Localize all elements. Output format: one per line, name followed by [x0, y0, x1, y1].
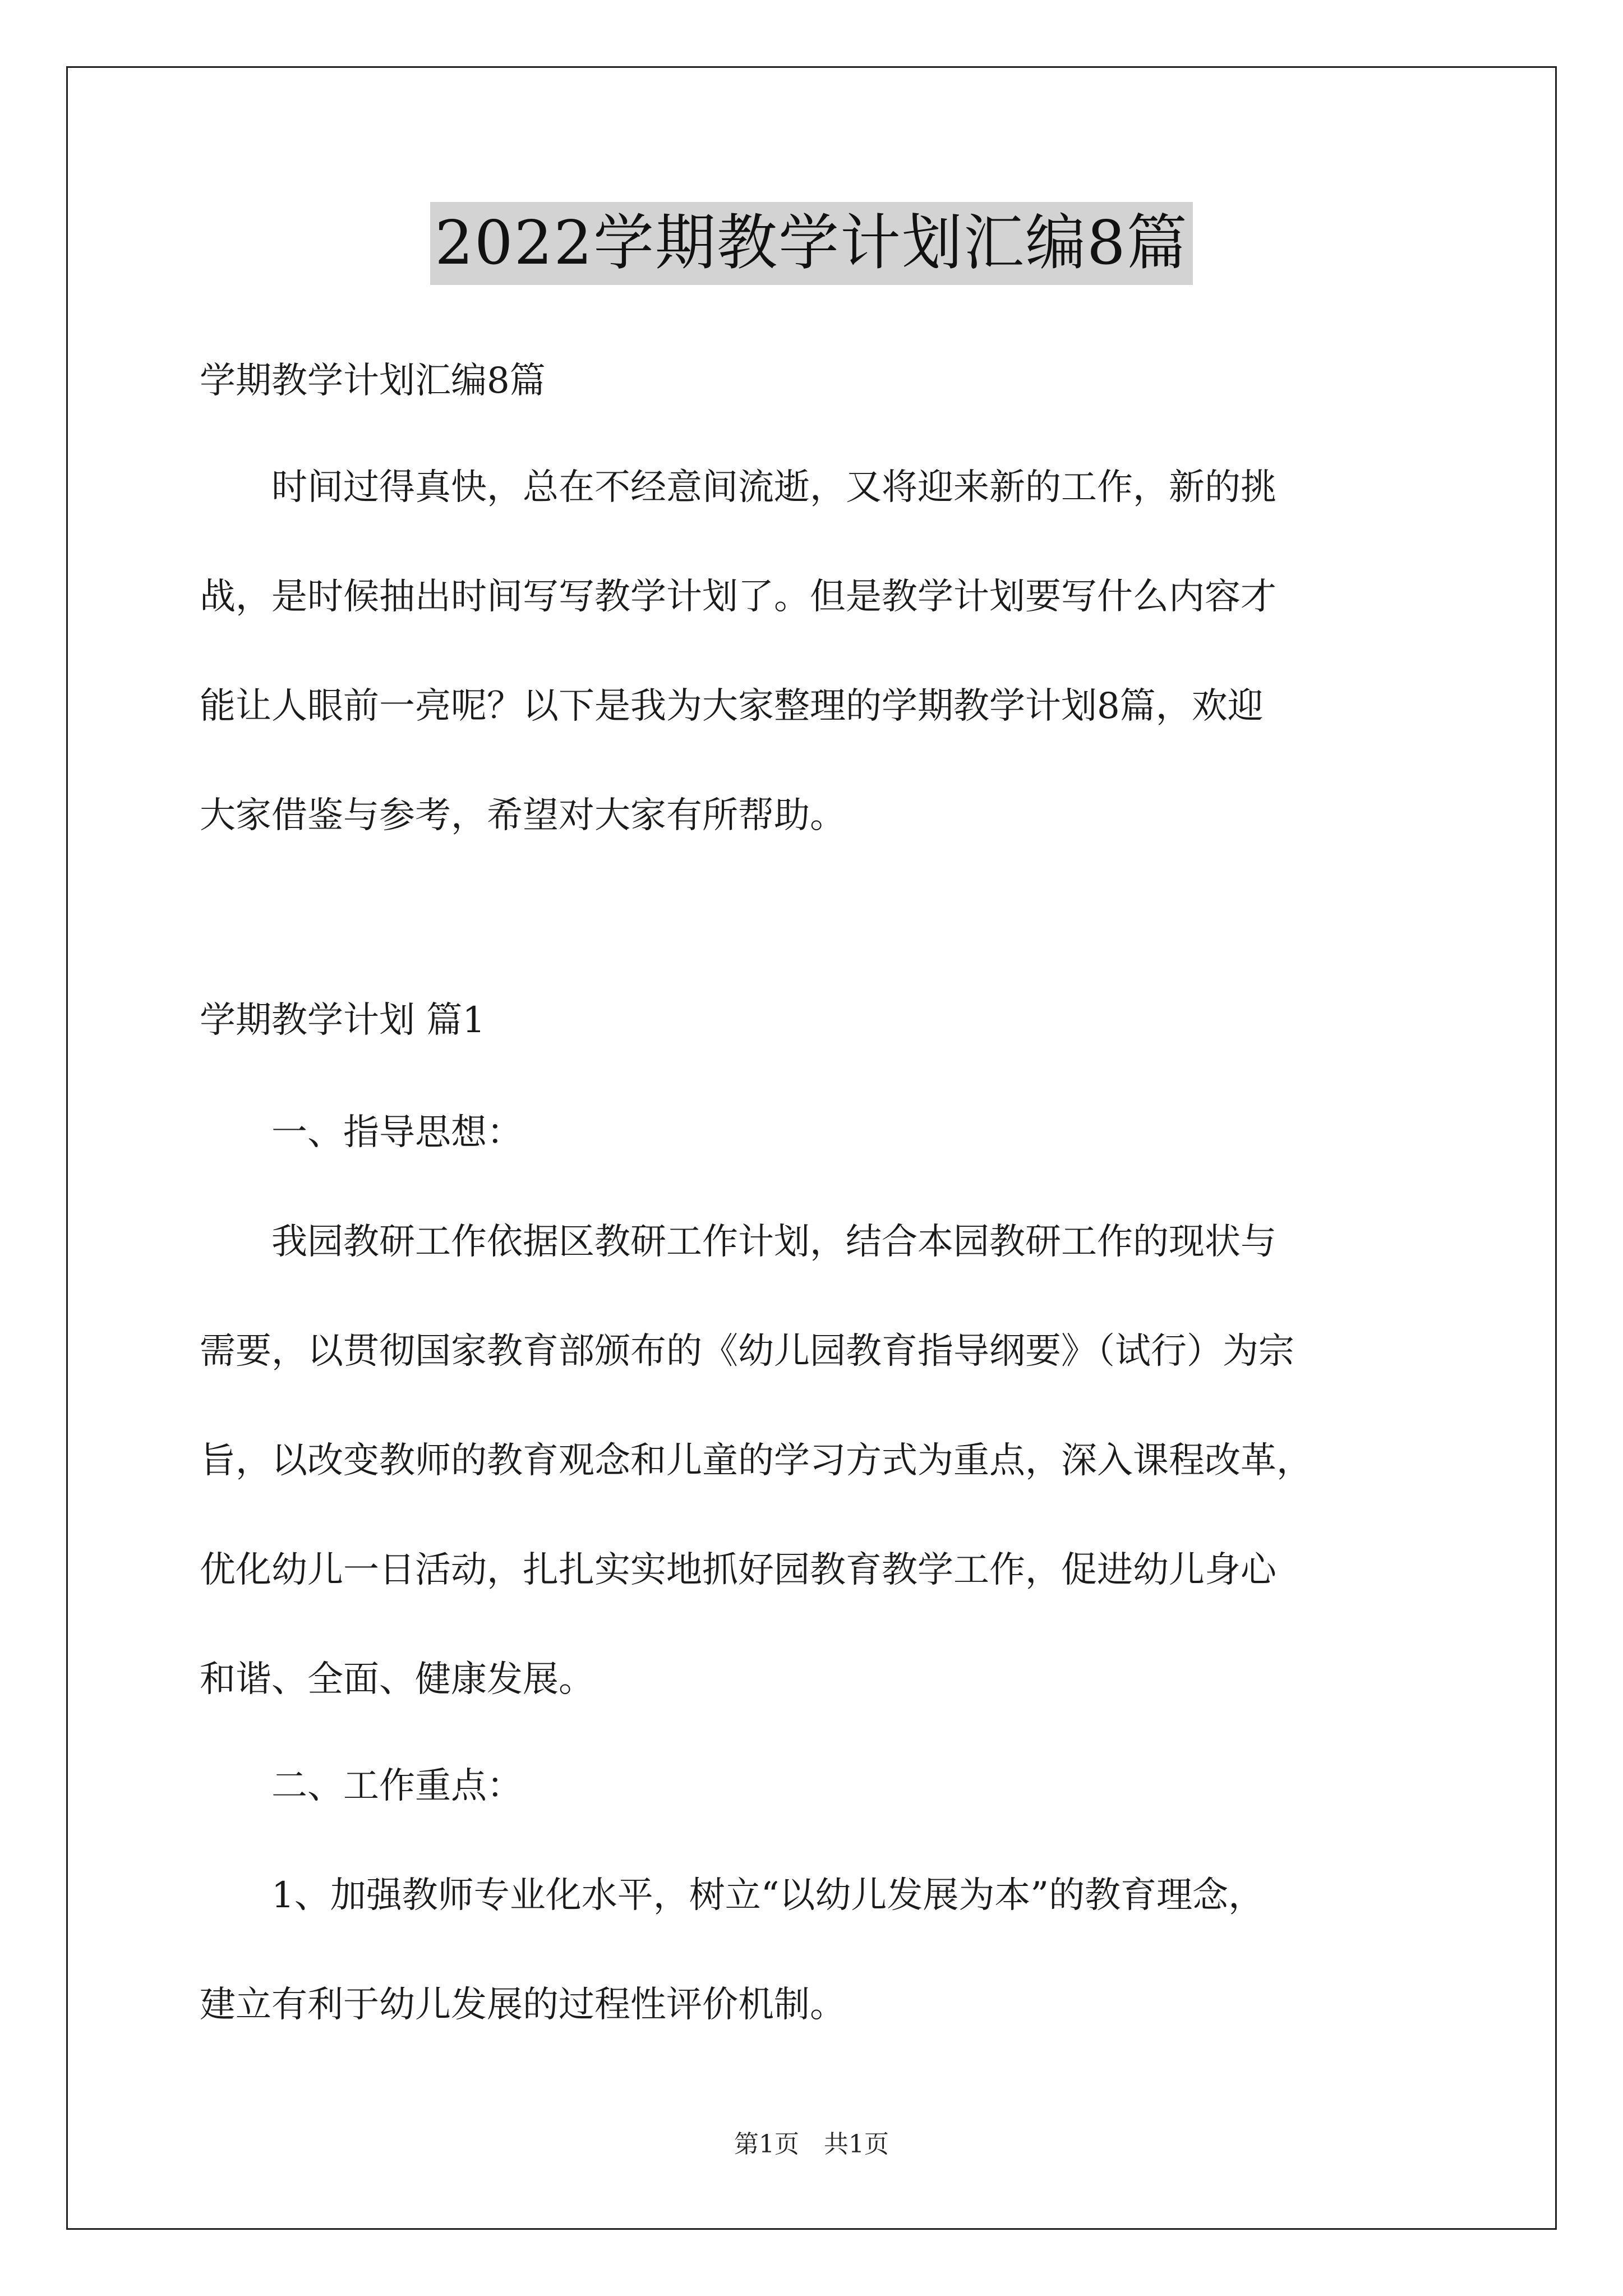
paragraph-line: 我园教研工作依据区教研工作计划，结合本园教研工作的现状与	[200, 1221, 1276, 1263]
page-footer: 第1页 共1页	[734, 2130, 889, 2159]
subtitle-line: 学期教学计划汇编8篇	[200, 360, 546, 402]
paragraph-line: 能让人眼前一亮呢？以下是我为大家整理的学期教学计划8篇，欢迎	[200, 685, 1264, 727]
paragraph-line: 旨，以改变教师的教育观念和儿童的学习方式为重点，深入课程改革，	[200, 1440, 1312, 1481]
paragraph-line: 优化幼儿一日活动，扎扎实实地抓好园教育教学工作，促进幼儿身心	[200, 1549, 1276, 1591]
title-container	[0, 202, 1623, 285]
paragraph-line: 一、指导思想：	[200, 1112, 523, 1153]
document-title: 2022学期教学计划汇编8篇	[430, 202, 1193, 285]
paragraph-line: 和谐、全面、健康发展。	[200, 1659, 594, 1700]
paragraph-line: 战，是时候抽出时间写写教学计划了。但是教学计划要写什么内容才	[200, 576, 1276, 618]
paragraph-line: 建立有利于幼儿发展的过程性评价机制。	[200, 1984, 846, 2026]
section-heading: 学期教学计划 篇1	[200, 1000, 486, 1041]
paragraph-line: 二、工作重点：	[200, 1765, 523, 1807]
paragraph-line: 1、加强教师专业化水平，树立“以幼儿发展为本”的教育理念，	[200, 1875, 1265, 1916]
paragraph-line: 大家借鉴与参考，希望对大家有所帮助。	[200, 795, 846, 836]
paragraph-line: 时间过得真快，总在不经意间流逝，又将迎来新的工作，新的挑	[200, 467, 1276, 508]
paragraph-line: 需要，以贯彻国家教育部颁布的《幼儿园教育指导纲要》（试行）为宗	[200, 1331, 1294, 1372]
